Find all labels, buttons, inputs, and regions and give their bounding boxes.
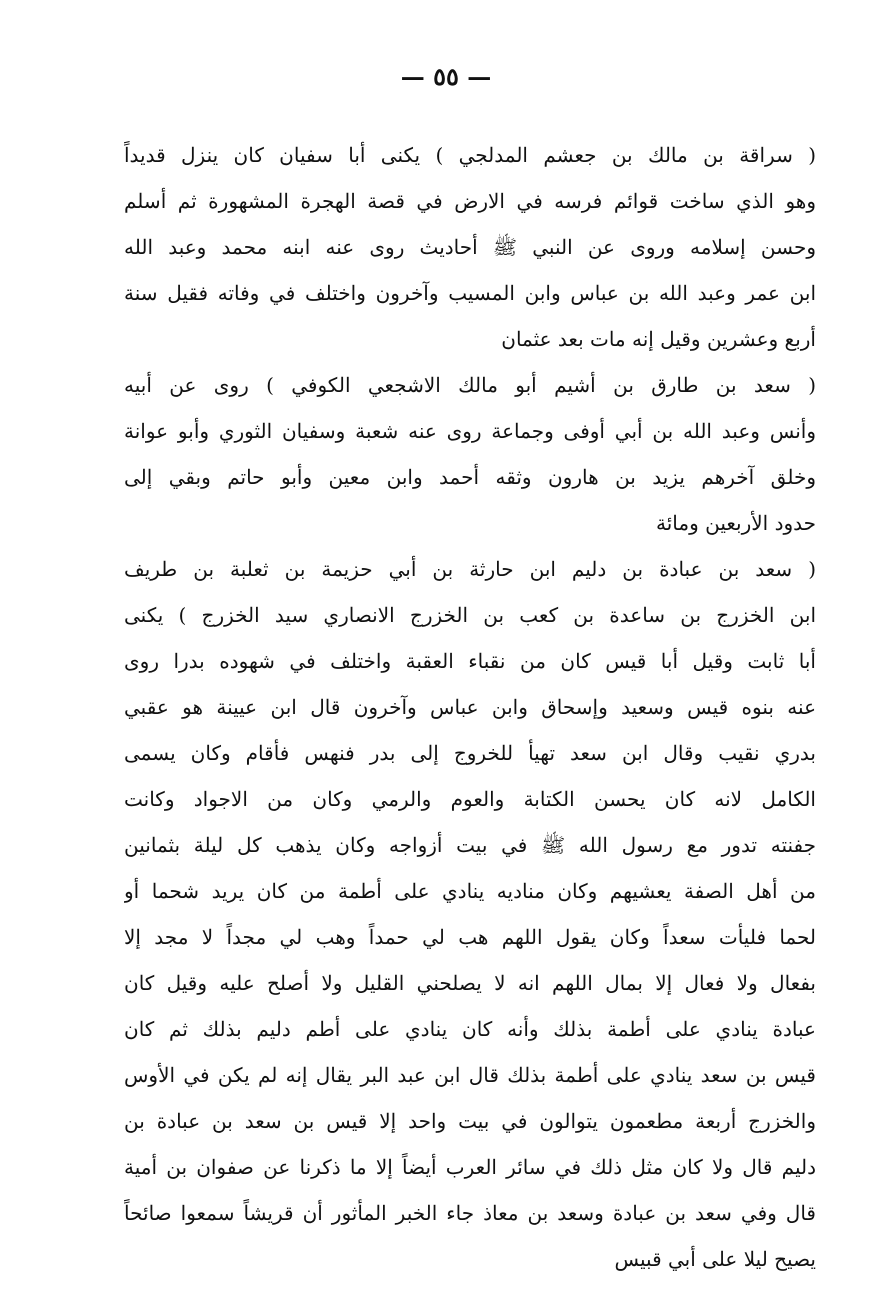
text-line: ( سعد بن عبادة بن دليم ابن حارثة بن أبي حزيمة بن ثعلبة بن طريف (124, 557, 816, 581)
text-line: والخزرج أربعة مطعمون يتوالون في بيت واحد إلا قيس بن سعد بن عبادة بن (124, 1109, 816, 1133)
text-line: عنه بنوه قيس وسعيد وإسحاق وابن عباس وآخرون قال ابن عيينة هو عقبي (124, 695, 816, 719)
text-line: قيس بن سعد ينادي على أطمة بذلك قال ابن عبد البر يقال إنه لم يكن في الأوس (124, 1063, 816, 1087)
body-text (124, 132, 816, 1282)
text-line: ابن عمر وعبد الله بن عباس وابن المسيب وآخرون واختلف في وفاته فقيل سنة (124, 281, 816, 305)
text-line: جفنته تدور مع رسول الله ﷺ في بيت أزواجه وكان يذهب كل ليلة بثمانين (124, 833, 816, 857)
text-line: حدود الأربعين ومائة (656, 511, 816, 535)
text-line: عبادة ينادي على أطمة بذلك وأنه كان ينادي على أطم دليم بذلك ثم كان (124, 1017, 816, 1041)
text-line: أبا ثابت وقيل أبا قيس كان من نقباء العقبة واختلف في شهوده بدرا روى (124, 649, 816, 673)
text-line: قال وفي سعد بن عبادة وسعد بن معاذ جاء الخبر المأثور أن قريشاً سمعوا صائحاً (124, 1201, 816, 1225)
text-line: وحسن إسلامه وروى عن النبي ﷺ أحاديث روى عنه ابنه محمد وعبد الله (124, 235, 816, 259)
text-line: يصيح ليلا على أبي قبيس (614, 1247, 816, 1271)
text-line: ( سعد بن طارق بن أشيم أبو مالك الاشجعي الكوفي ) روى عن أبيه (124, 373, 816, 397)
text-line: دليم قال ولا كان مثل ذلك في سائر العرب أيضاً إلا ما ذكرنا عن صفوان بن أمية (124, 1155, 816, 1179)
text-line: من أهل الصفة يعشيهم وكان مناديه ينادي على أطمة من كان يريد شحما أو (124, 879, 816, 903)
text-line: بفعال ولا فعال إلا بمال اللهم انه لا يصلحني القليل ولا أصلح عليه وقيل كان (124, 971, 816, 995)
text-line: وخلق آخرهم يزيد بن هارون وثقه أحمد وابن معين وأبو حاتم وبقي إلى (124, 465, 816, 489)
text-line: ابن الخزرج بن ساعدة بن كعب بن الخزرج الانصاري سيد الخزرج ) يكنى (124, 603, 816, 627)
text-line: بدري نقيب وقال ابن سعد تهيأ للخروج إلى بدر فنهس فأقام وكان يسمى (124, 741, 816, 765)
text-line: الكامل لانه كان يحسن الكتابة والعوم والرمي وكان من الاجواد وكانت (124, 787, 816, 811)
page-number: — ٥٥ — (400, 62, 492, 91)
text-line: وأنس وعبد الله بن أبي أوفى وجماعة روى عنه شعبة وسفيان الثوري وأبو عوانة (124, 419, 816, 443)
text-line: لحما فليأت سعداً وكان يقول اللهم هب لي حمداً وهب لي مجداً لا مجد إلا (124, 925, 816, 949)
text-line: وهو الذي ساخت قوائم فرسه في الارض في قصة الهجرة المشهورة ثم أسلم (124, 189, 816, 213)
text-line: أربع وعشرين وقيل إنه مات بعد عثمان (501, 327, 816, 351)
text-line: ( سراقة بن مالك بن جعشم المدلجي ) يكنى أبا سفيان كان ينزل قديداً (124, 143, 816, 167)
